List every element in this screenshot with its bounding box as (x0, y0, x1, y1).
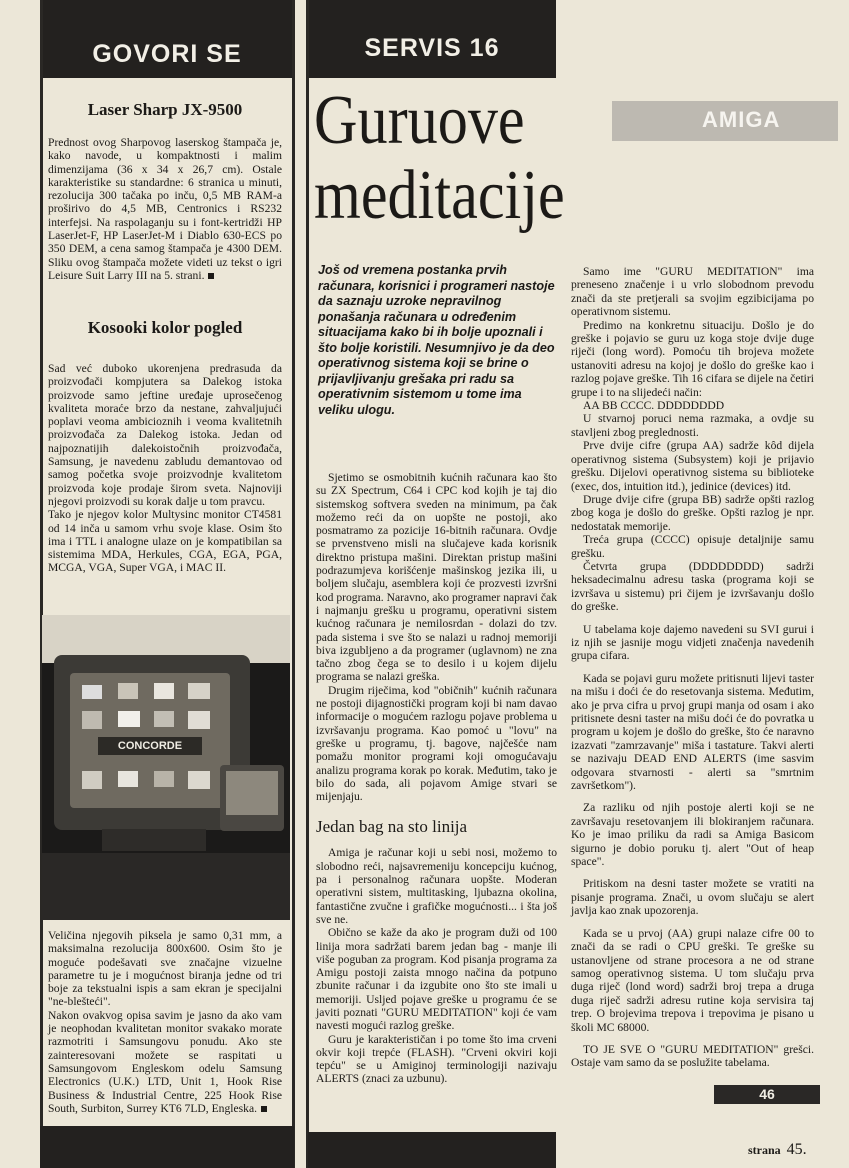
right-paragraph-12: Pritiskom na desni taster možete se vratiti na pisanje programa. Znači, u ovom slučaju se alert javlja kao znak upozorenja. (571, 877, 814, 918)
right-paragraph-11: Za razliku od njih postoje alerti koji se ne završavaju resetovanjem ili blokiranjem računara. Ko je imao priliku da radi sa Amiga Basicom sigurno je dobio poruku tj. alert "Out of heap space". (571, 801, 814, 869)
screen-icon (154, 711, 174, 727)
monitor-stand (102, 829, 206, 851)
screen-icon (82, 771, 102, 789)
end-mark (208, 273, 214, 279)
right-header-title: SERVIS 16 (364, 34, 500, 62)
left-article-kosooki-continued (48, 929, 282, 1115)
right-paragraph-4: U stvarnoj poruci nema razmaka, a ovdje su stavljeni zbog preglednosti. (571, 412, 814, 439)
article-text-kosooki-1: Sad već duboko ukorenjena predrasuda da proizvođači kompjutera sa Dalekog istoka proizvode samo jeftine uređaje uprosečenog kvaliteta moraće brzo da nestane, zahvaljujući poplavi veoma ambicioznih i veoma kvalitetnih proizvođača za Dalekog istoka. Jedan od najpoznatijih dalekoistočnih proizvođača, Samsung, je navedenu zabludu demantovao od samog početka svoje proizvodnje kvalitetom proizvoda koje prodaje širom sveta. Najnoviji njegovi proizvodi su korak dalje u tom pravcu. (48, 362, 282, 508)
article-title-line1: Guruove (314, 82, 525, 159)
right-paragraph-7: Treća grupa (CCCC) opisuje detaljnije samu grešku. (571, 533, 814, 560)
article-text-laser-sharp: Prednost ovog Sharpovog laserskog štampača je, kako navode, u kompaktnosti i malim dimenzijama (36 x 34 x 26,7 cm). Ostale karakteristike su standardne: 6 stranica u minuti, rezolucija 300 tačaka po inču, 0,5 MB RAM-a proširivo do 4,5 MB, Centronics i RS232 interfejsi. Na raspolaganju su i font-kertridži HP LaserJet-F, HP LaserJet-M i Diablo 630-ECS po 350 DEM, a cena samog štampača je 4300 DEM. Sliku ovog štampača možete videti uz tekst o igri Leisure Suit Larry III na 5. strani. (48, 136, 282, 282)
article-column-middle (316, 471, 557, 1086)
monitor-photo (42, 615, 290, 920)
left-article-laser-sharp (48, 100, 282, 282)
column-rule-left (40, 0, 43, 1130)
second-monitor (220, 765, 284, 831)
page-label: strana (748, 1143, 781, 1157)
right-paragraph-5: Prve dvije cifre (grupa AA) sadrže kôd dijela operativnog sistema (Subsystem) koji je prijavio grešku. Dijelovi operativnog sistema su biblioteke (exec, dos, intuition itd.), jedinice (devices) itd. (571, 439, 814, 493)
screen-icon (154, 683, 174, 699)
mid-paragraph-2: Drugim riječima, kod "običnih" kućnih računara ne postoji dijagnostički program koji bi nam davao informacije o mogućem razlogu pojave problema u izvršavanju programa. Kao pomoć u "lovu" na greške u programu, tj. bagove, najčešće nam pomažu monitor programi koji omogućavaju analizu programa korak po korak. Međutim, tako je bilo do sada, ali pojavom Amige stvari se mijenjaju. (316, 683, 557, 804)
page-number (748, 1141, 807, 1159)
right-paragraph-2: Predimo na konkretnu situaciju. Došlo je do greške i pojavio se guru uz koga stoje dvije duge riječi (long word). Pomoću tih brojeva možete ustanoviti adresu na kojoj je došlo do greške kao i razlog pojave greške. Tih 16 cifara se dijele na četiri grupe i to na slijedeći način: (571, 318, 814, 399)
screen-icon (118, 771, 138, 787)
right-paragraph-14: TO JE SVE O "GURU MEDITATION" grešci. Ostaje vam samo da se poslužite tabelama. (571, 1042, 814, 1070)
screen-icon (188, 771, 210, 789)
left-article-kosooki (48, 318, 282, 575)
article-title (314, 82, 614, 236)
sub-paragraph-3: Guru je karakterističan i po tome što ima crveni okvir koji trepće (FLASH). "Crveni okviri koji tepću" se u Amiginoj terminologiji nazivaju ALERTS (znaci za uzbunu). (316, 1032, 557, 1086)
right-paragraph-6: Druge dvije cifre (grupa BB) sadrže opšti razlog zbog koga je došlo do greške. Opšti razlog je npr. nedostatak memorije. (571, 492, 814, 533)
column-rule-right (306, 0, 309, 1168)
sub-paragraph-1: Amiga je računar koji u sebi nosi, možemo to slobodno reći, najsavremeniju koncepciju kućnog, pa i personalnog računara uopšte. Moderan operativni sistem, multitasking, ljubazna okolina, fantastične zvučne i grafičke mogućnosti... i šta još sve ne. (316, 846, 557, 926)
screen-icon (118, 683, 138, 699)
section-tag-label: AMIGA (702, 107, 781, 132)
mid-paragraph-1: Sjetimo se osmobitnih kućnih računara kao što su ZX Spectrum, C64 i CPC kod kojih je taj dio sistemskog softvera sveden na minimum, pa čak možemo reći da on uopšte ne postoji, ako posmatramo za pozicije 16-bitnih računara. Ovdje se prvenstveno misli na slučajeve kada korisnik direktno pristupa mašini. Direktan pristup mašini podrazumjeva korišćenje mašinskog jezika ili, u boljem slučaju, asemblera koji će prozvesti izvršni kod programa. Naravno, ako programer napravi čak i najmanju grešku u programu, operativni sistem kućnog računara je nemilosrdan - dolazi do tzv. pada sistema i sve što se nalazi u radnoj memoriji biva izgubljeno a da programer (uglavnom) ne zna tačno zbog čega se to desilo i u kojem dijelu programa se nalazi greška. (316, 471, 557, 684)
sub-paragraph-2: Obično se kaže da ako je program duži od 100 linija mora sadržati barem jedan bag - manje ili više poguban za program. Kod pisanja programa za Amigu postoji zaista mnogo načina da potpuno zbunite računar i da izgubite ono što ste imali u memoriji. Usljed pojave greške u programu će se javiti poznati "GURU MEDITATION" koji će vam navesti mogući razlog greške. (316, 926, 557, 1033)
left-header-title: GOVORI SE (92, 40, 242, 68)
article-text-kosooki-2: Tako je njegov kolor Multysinc monitor CT4581 od 14 inča u samom vrhu svoje klase. Osim što ima i TTL i analogne ulaze on je kompatibilan sa sistemima MDA, Herkules, CGA, EGA, PGA, MCGA, VGA, Super VGA, i MAC II. (48, 508, 282, 575)
continued-page-box (714, 1085, 820, 1104)
article-title-kosooki: Kosooki kolor pogled (87, 318, 243, 337)
left-footer-band (40, 1126, 294, 1168)
right-paragraph-1: Samo ime "GURU MEDITATION" ima preneseno značenje i u vrlo slobodnom prevodu znači da ste pretjerali sa svojim egzibicijama po operativnom sistemu. (571, 265, 814, 319)
section-tag (612, 101, 838, 141)
article-text-kosooki-3: Veličina njegovih piksela je samo 0,31 mm, a maksimalna rezolucija 800x600. Osim što je moguće podešavati sve značajne vizuelne parametre tu je i mogućnost biranja jedne od tri boje za tekstualni ispis a sam ekran je specijalni "ne-blešteći". (48, 929, 282, 1009)
right-paragraph-3: AA BB CCCC. DDDDDDDD (583, 399, 725, 413)
screen-icon (188, 683, 210, 699)
screen-icon (118, 711, 140, 727)
screen-icon (82, 685, 102, 699)
article-title-line2: meditacije (314, 157, 565, 234)
article-subheading: Jedan bag na sto linija (316, 817, 468, 837)
right-paragraph-10: Kada se pojavi guru možete pritisnuti lijevi taster na mišu i doći će do resetovanja sistema. Međutim, ako je prva cifra u prvoj grupi manja od osam i ako pritisnete desni taster na mišu doći će do povratka u program u kojem je došlo do greške, što će naravno izazvati "zamrzavanje" miša i tastature. Takvi alerti se nazivaju DEAD END ALERTS (ime sasvim odgovara stvarnosti - alerti sa "smrtnim završetkom"). (571, 671, 814, 793)
right-paragraph-8: Četvrta grupa (DDDDDDDD) sadrži heksadecimalnu adresu taska (programa koji se izvršava u sistemu) pri čijem je izvršavanju došlo do greške. (571, 559, 814, 614)
end-mark (261, 1106, 267, 1112)
column-rule-middle (292, 0, 295, 1168)
right-footer-band (308, 1132, 556, 1168)
desk-surface (42, 853, 290, 920)
article-column-right (571, 265, 814, 1079)
screen-icon (154, 771, 174, 787)
article-lead: Još od vremena postanka prvih računara, korisnici i programeri nastoje da saznaju uzroke nepravilnog ponašanja računara u određenim situacijama kako bi ih bolje upoznali i što bolje koristili. Nesumnjivo je da deo operativnog sistema koji se brine o prijavljivanju grešaka pri radu sa operativnim sistemom u tome ima veliku ulogu. (318, 263, 555, 417)
monitor-screen (70, 673, 230, 808)
screen-icon (188, 711, 210, 729)
page-number-value: 45. (786, 1141, 807, 1158)
second-monitor-screen (226, 771, 278, 815)
right-paragraph-13: Kada se u prvoj (AA) grupi nalaze cifre 00 to znači da se radi o CPU greški. Te greške su ustanovljene od strane procesora a ne od strane samog operativnog sistema. U tom slučaju prva duga riječ (lond word) sadrži broj trepa a druga duga riječ sadrži adresu rutine koja servisira taj trep. O brojevima trepova i trepovima je pisano u školi MC 68000. (571, 926, 814, 1034)
right-paragraph-9: U tabelama koje dajemo navedeni su SVI gurui i iz njih se jasnije mogu vidjeti značenja navedenih grupa cifara. (571, 622, 814, 663)
article-text-kosooki-4: Nakon ovakvog opisa savim je jasno da ako vam je neophodan kvalitetan monitor svakako morate razmotriti i Samsungovu ponudu. Ako ste zainteresovani možete se raspitati u Samsungovom Engleskom odelu Samsung Electronics (U.K.) LTD, Unit 1, Hook Rise Business & Industrial Centre, 225 Hook Rise South, Surbiton, Surrey KT6 7LD, Engleska. (48, 1008, 282, 1115)
screen-icon (82, 711, 102, 729)
screen-banner: CONCORDE (98, 737, 202, 755)
article-title-laser-sharp: Laser Sharp JX-9500 (87, 100, 243, 119)
continued-page-number: 46 (759, 1086, 775, 1102)
